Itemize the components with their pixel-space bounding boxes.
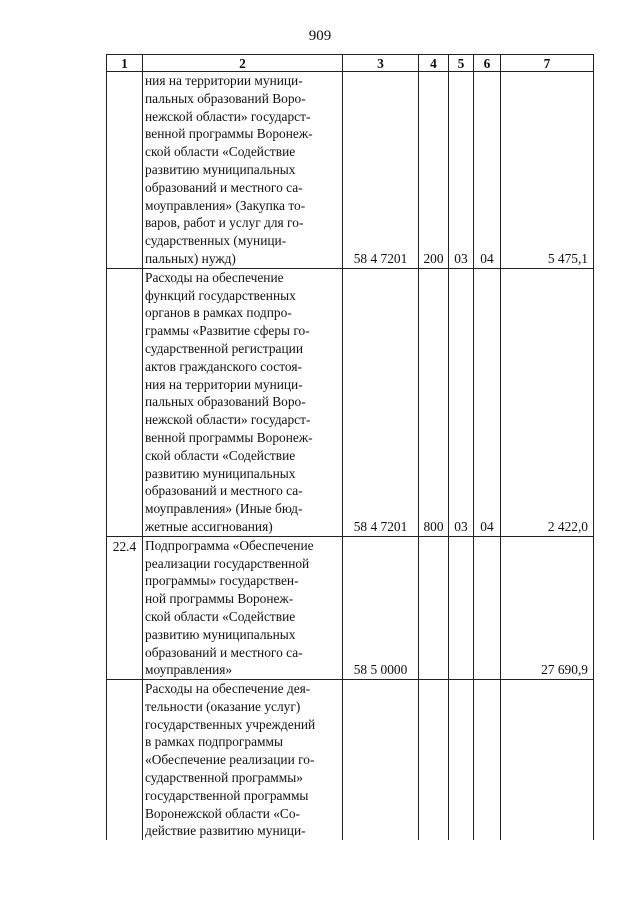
row-number xyxy=(107,680,143,841)
row-description: Расходы на обеспечение дея- тельности (оказание услуг) государственных учреждений в рамках подпрограммы «Обеспечение реализации го- сударственной программы» государственной программы Воронежской области «Со- действие развитию муници- xyxy=(143,680,343,841)
row-section xyxy=(449,536,474,679)
row-amount: 5 475,1 xyxy=(501,72,594,269)
row-subsection: 04 xyxy=(474,268,501,536)
row-description: Расходы на обеспечение функций государственных органов в рамках подпро- граммы «Развитие сферы го- сударственной регистрации актов гражданского состоя- ния на территории муници- пальных образований Воро- нежской области» государст- венной программы Воронеж- ской области «Содействие развитию муниципальных образований и местного са- моуправления» (Иные бюд- жетные ассигнования) xyxy=(143,268,343,536)
row-number xyxy=(107,268,143,536)
budget-table xyxy=(106,54,594,840)
row-expense-type xyxy=(419,680,449,841)
column-header-6: 6 xyxy=(474,55,501,72)
column-header-2: 2 xyxy=(143,55,343,72)
table-row xyxy=(107,680,594,841)
row-amount xyxy=(501,680,594,841)
row-section: 03 xyxy=(449,72,474,269)
column-header-7: 7 xyxy=(501,55,594,72)
table-row xyxy=(107,268,594,536)
row-expense-type: 800 xyxy=(419,268,449,536)
table-header-row xyxy=(107,55,594,72)
column-header-1: 1 xyxy=(107,55,143,72)
table-row xyxy=(107,536,594,679)
column-header-3: 3 xyxy=(343,55,419,72)
column-header-5: 5 xyxy=(449,55,474,72)
row-expense-type xyxy=(419,536,449,679)
row-target-code xyxy=(343,680,419,841)
row-amount: 27 690,9 xyxy=(501,536,594,679)
column-header-4: 4 xyxy=(419,55,449,72)
row-section: 03 xyxy=(449,268,474,536)
page-number: 909 xyxy=(308,28,332,44)
row-number: 22.4 xyxy=(107,536,143,679)
row-target-code: 58 5 0000 xyxy=(343,536,419,679)
row-number xyxy=(107,72,143,269)
row-description: Подпрограмма «Обеспечение реализации государственной программы» государствен- ной программы Воронеж- ской области «Содействие развитию муниципальных образований и местного са- моуправления» xyxy=(143,536,343,679)
row-subsection: 04 xyxy=(474,72,501,269)
row-description: ния на территории муници- пальных образований Воро- нежской области» государст- венной программы Воронеж- ской области «Содействие развитию муниципальных образований и местного са- моуправления» (Закупка то- варов, работ и услуг для го- сударственных (муници- пальных) нужд) xyxy=(143,72,343,269)
row-expense-type: 200 xyxy=(419,72,449,269)
row-section xyxy=(449,680,474,841)
row-target-code: 58 4 7201 xyxy=(343,268,419,536)
table-row xyxy=(107,72,594,269)
row-subsection xyxy=(474,536,501,679)
row-amount: 2 422,0 xyxy=(501,268,594,536)
row-subsection xyxy=(474,680,501,841)
row-target-code: 58 4 7201 xyxy=(343,72,419,269)
